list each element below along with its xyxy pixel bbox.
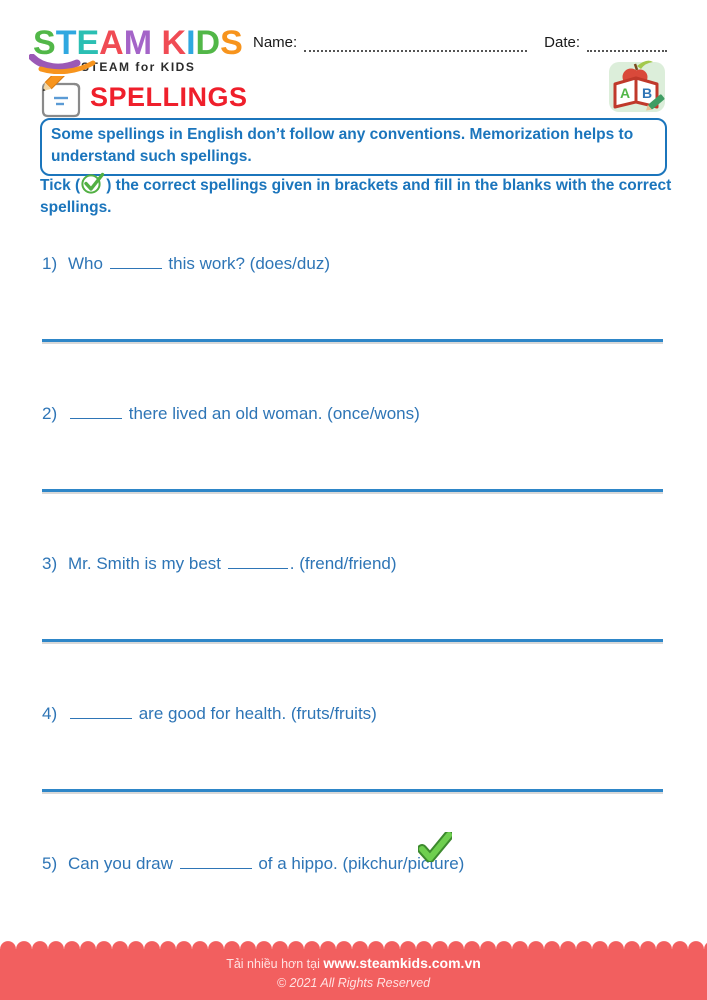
ab-book-icon <box>607 56 667 114</box>
question-row <box>42 853 664 875</box>
question-text: this work? (does/duz) <box>163 254 330 273</box>
answer-line[interactable] <box>42 789 663 792</box>
question-text: are good for health. (fruts/fruits) <box>134 704 377 723</box>
question-text: Can you draw <box>68 854 178 873</box>
name-date-row <box>253 34 667 52</box>
logo-letter: T <box>55 24 77 62</box>
question-row <box>42 403 664 425</box>
footer-scallop-edge <box>0 941 707 949</box>
question-number: 4) <box>42 704 58 723</box>
question-text: . (frend/friend) <box>289 554 397 573</box>
footer-download-prefix: Tải nhiều hơn tại <box>226 957 324 971</box>
date-field[interactable] <box>587 37 667 52</box>
answer-line[interactable] <box>42 489 663 492</box>
question-text: Mr. Smith is my best <box>68 554 226 573</box>
answer-blank[interactable] <box>180 854 252 869</box>
question-text: of a hippo. (pikchur/picture) <box>253 854 465 873</box>
answer-blank[interactable] <box>70 704 132 719</box>
logo-letter: D <box>195 24 221 62</box>
tick-circle-icon <box>81 171 105 195</box>
answer-blank[interactable] <box>228 554 288 569</box>
footer-download-text <box>0 954 707 974</box>
pencil-note-icon <box>36 76 82 118</box>
logo-letter: A <box>99 24 124 62</box>
footer-copyright: © 2021 All Rights Reserved <box>276 975 431 990</box>
logo-letter <box>152 24 161 62</box>
svg-text:B: B <box>642 85 653 101</box>
svg-text:A: A <box>620 85 631 101</box>
question-row <box>42 253 664 275</box>
answer-line[interactable] <box>42 339 663 342</box>
title-row <box>36 76 248 118</box>
instruction-text <box>40 171 674 219</box>
question-text: Who <box>68 254 108 273</box>
question-number: 2) <box>42 404 58 423</box>
logo-letter: S <box>33 24 56 62</box>
steam-kids-logo <box>33 26 243 74</box>
question-row <box>42 703 664 725</box>
logo-letter: I <box>186 24 196 62</box>
footer <box>0 949 707 1000</box>
logo-letter: S <box>220 24 243 62</box>
footer-website-link[interactable]: www.steamkids.com.vn <box>323 955 481 971</box>
answer-blank[interactable] <box>70 404 122 419</box>
logo-letter: E <box>76 24 100 62</box>
page-title: SPELLINGS <box>90 81 248 112</box>
question-text: there lived an old woman. (once/wons) <box>124 404 420 423</box>
check-icon <box>418 832 452 862</box>
question-number: 3) <box>42 554 58 573</box>
date-label: Date: <box>544 34 580 51</box>
info-box: Some spellings in English don’t follow any conventions. Memorization helps to understand such spellings. <box>40 118 667 176</box>
question-number: 5) <box>42 854 58 873</box>
instruction-after: ) the correct spellings given in brackets and fill in the blanks with the correct spellings. <box>40 177 672 216</box>
name-label: Name: <box>253 34 298 51</box>
question-number: 1) <box>42 254 58 273</box>
instruction-before: Tick ( <box>40 177 81 194</box>
answer-blank[interactable] <box>110 254 162 269</box>
question-row <box>42 553 664 575</box>
logo-letter: M <box>123 24 153 62</box>
name-field[interactable] <box>304 37 527 52</box>
logo-letter: K <box>161 24 187 62</box>
logo-subtitle: STEAM for KIDS <box>81 60 196 74</box>
answer-line[interactable] <box>42 639 663 642</box>
logo-swoosh-icon <box>29 54 101 74</box>
